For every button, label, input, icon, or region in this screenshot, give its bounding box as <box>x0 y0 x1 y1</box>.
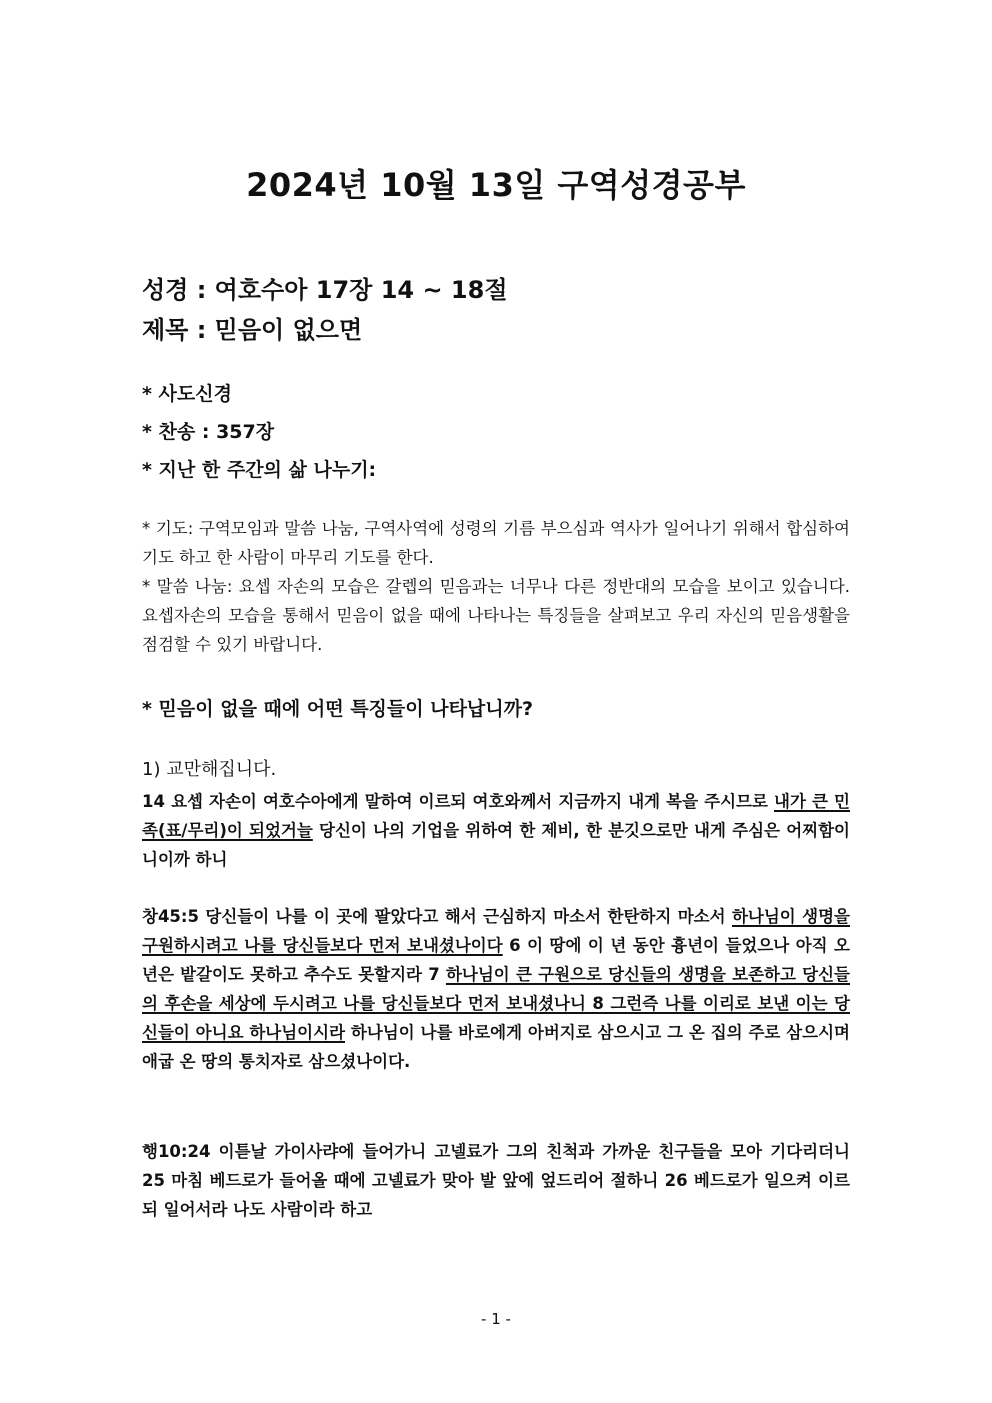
scripture-reference: 성경 : 여호수아 17장 14 ~ 18절 <box>142 276 508 304</box>
item-hymn: * 찬송 : 357장 <box>142 421 275 443</box>
page-number: - 1 - <box>481 1310 511 1328</box>
page-title: 2024년 10월 13일 구역성경공부 <box>246 166 746 204</box>
item-apostles-creed: * 사도신경 <box>142 383 232 405</box>
sermon-subject: 제목 : 믿음이 없으면 <box>142 316 363 344</box>
note-prayer: * 기도: 구역모임과 말씀 나눔, 구역사역에 성령의 기름 부으심과 역사가 일어나기 위해서 합심하여 기도 하고 한 사람이 마무리 기도를 한다. <box>142 519 850 567</box>
verse-joshua-17-14 <box>142 787 850 874</box>
verse-text: 6 이 땅에 이 년 동안 흉년이 들었으나 아직 오 년은 밭갈이도 못하고 추수도 못할지라 7 <box>142 936 850 984</box>
verse-acts-10-24: 행10:24 이튿날 가이사랴에 들어가니 고넬료가 그의 친척과 가까운 친구들을 모아 기다리더니 25 마침 베드로가 들어올 때에 고넬료가 맞아 발 앞에 엎드리어 절하니 26 베드로가 일으켜 이르되 일어서라 나도 사람이라 하고 <box>142 1142 850 1219</box>
question-heading: * 믿음이 없을 때에 어떤 특징들이 나타납니까? <box>142 698 534 720</box>
verse-genesis-45-5 <box>142 902 850 1076</box>
verse-text: 창45:5 당신들이 나를 이 곳에 팔았다고 해서 근심하지 마소서 한탄하지 마소서 <box>142 907 732 926</box>
point-1: 1) 교만해집니다. <box>142 759 277 780</box>
note-word-sharing: * 말씀 나눔: 요셉 자손의 모습은 갈렙의 믿음과는 너무나 다른 정반대의 모습을 보이고 있습니다. 요셉자손의 모습을 통해서 믿음이 없을 때에 나타나는 특징들을 살펴보고 우리 자신의 믿음생활을 점검할 수 있기 바랍니다. <box>142 577 850 654</box>
underlined-verse-text: 내가 큰 민족(표/무리)이 되었거늘 <box>142 792 850 840</box>
underlined-verse-text: 하나님이 생명을 구원하시려고 나를 당신들보다 먼저 보내셨나이다 <box>142 907 850 955</box>
verse-text: 14 요셉 자손이 여호수아에게 말하여 이르되 여호와께서 지금까지 내게 복을 주시므로 <box>142 792 775 811</box>
verse-text: 당신이 나의 기업을 위하여 한 제비, 한 분깃으로만 내게 주심은 어찌함이니이까 하니 <box>142 821 850 869</box>
underlined-verse-text: 하나님이 큰 구원으로 당신들의 생명을 보존하고 당신들의 후손을 세상에 두시려고 나를 당신들보다 먼저 보내셨나니 8 그런즉 나를 이리로 보낸 이는 당신들이 아니요 하나님이시라 <box>142 965 850 1042</box>
verse-text: 하나님이 나를 바로에게 아버지로 삼으시고 그 온 집의 주로 삼으시며 애굽 온 땅의 통치자로 삼으셨나이다. <box>142 1023 850 1071</box>
item-life-sharing: * 지난 한 주간의 삶 나누기: <box>142 459 377 481</box>
